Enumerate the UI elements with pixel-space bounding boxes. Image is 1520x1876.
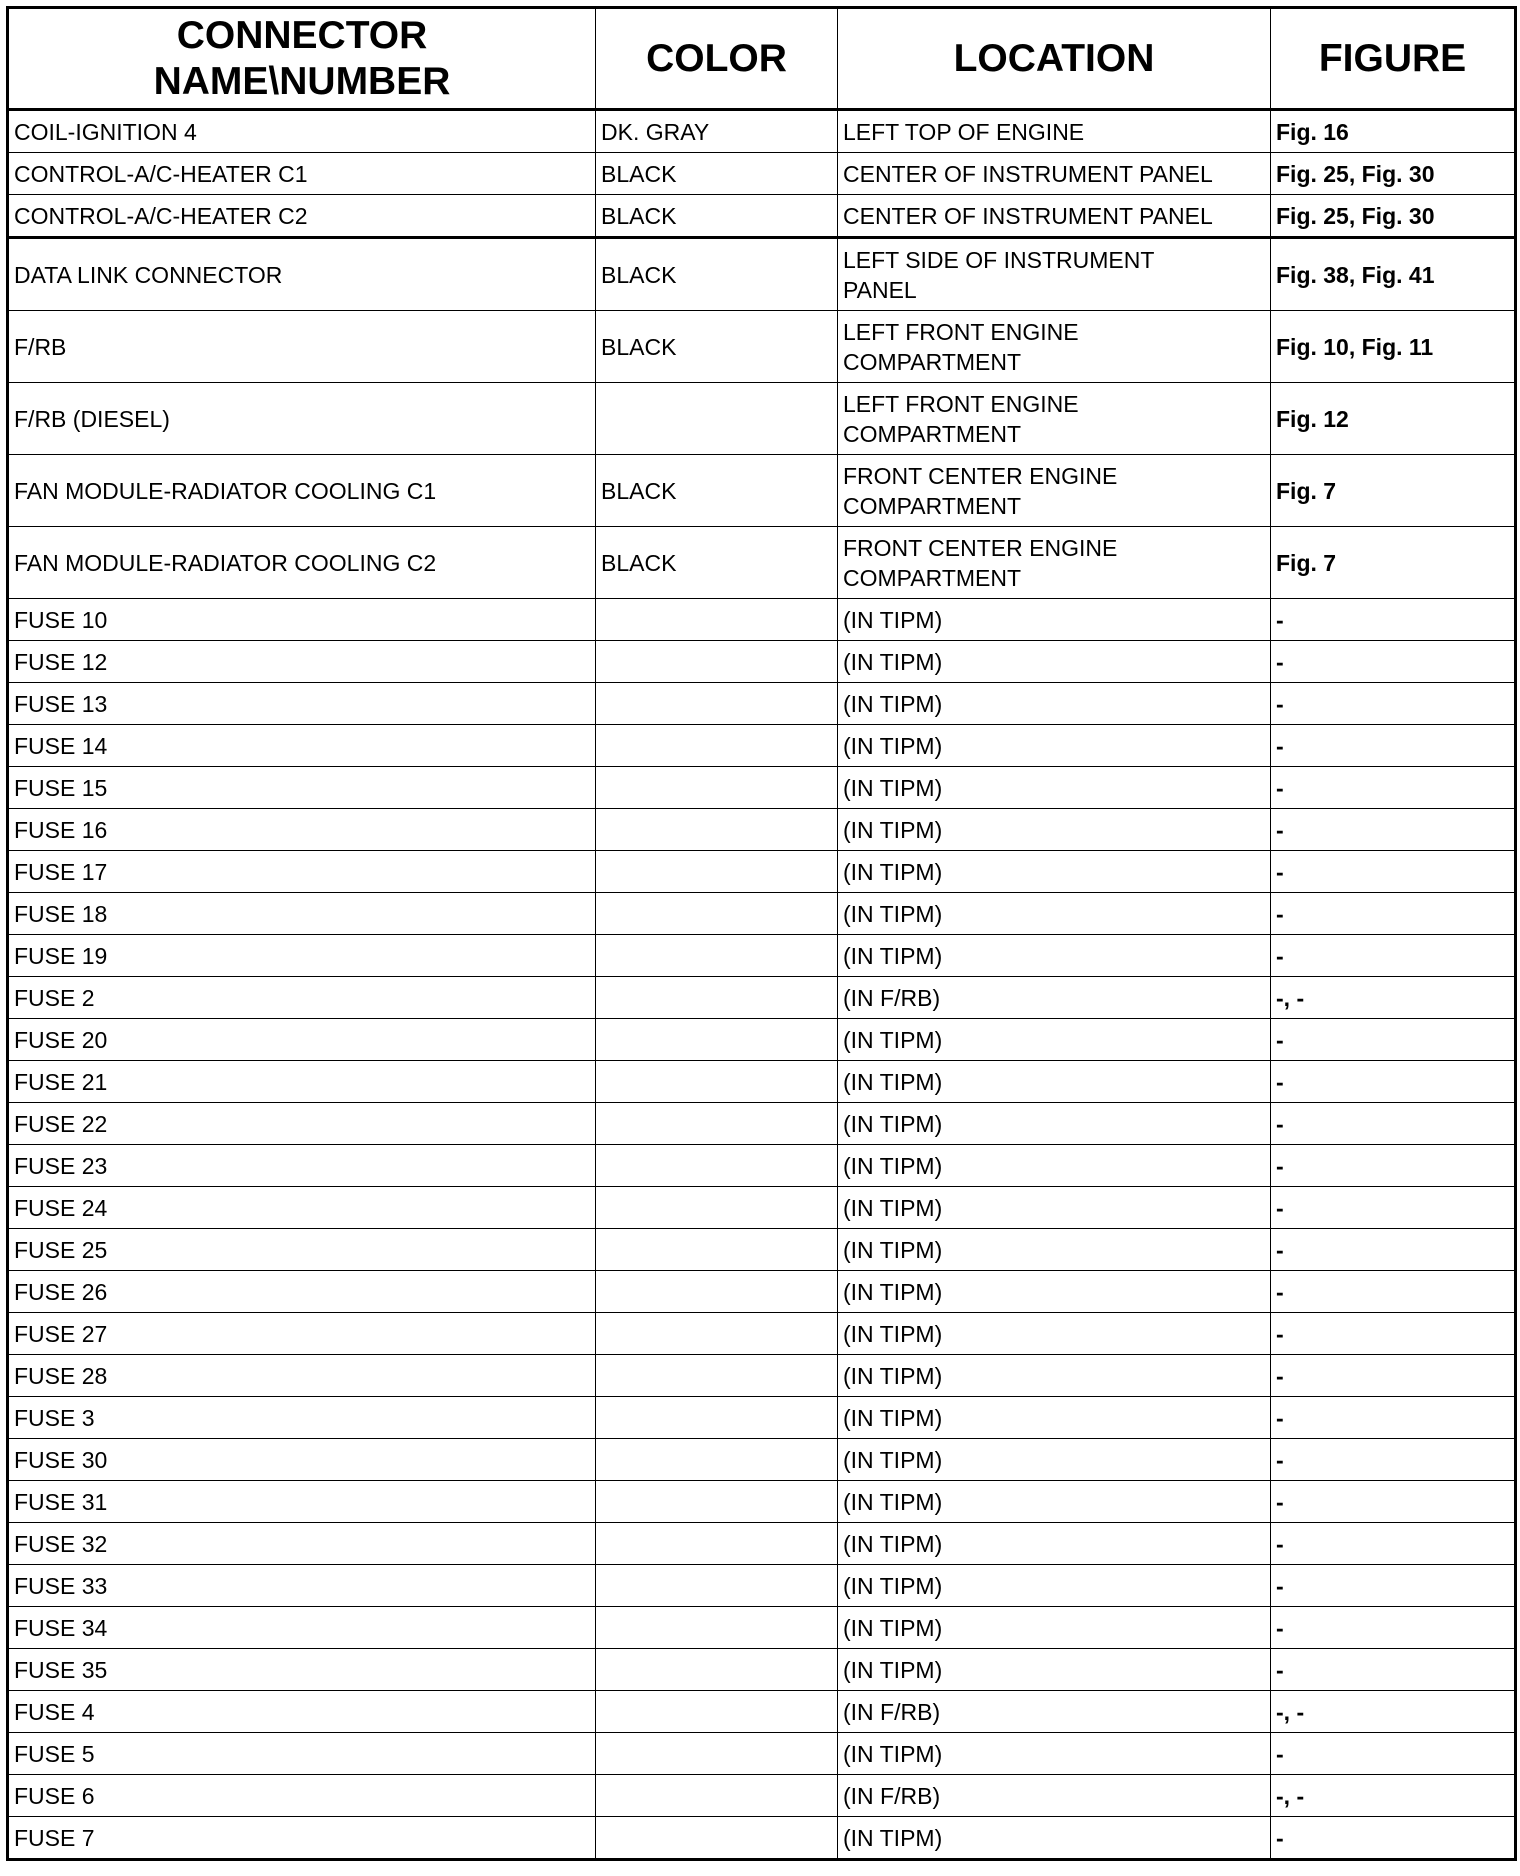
table-row (8, 153, 1516, 195)
figure-cell: - (1271, 1649, 1516, 1691)
location-cell: (IN TIPM) (838, 767, 1271, 809)
location-line: COMPARTMENT (843, 420, 1022, 447)
header-color: COLOR (596, 8, 838, 110)
color-cell (596, 1229, 838, 1271)
figure-cell: Fig. 38, Fig. 41 (1271, 238, 1516, 311)
color-cell (596, 1187, 838, 1229)
color-cell (596, 1397, 838, 1439)
figure-cell: - (1271, 1523, 1516, 1565)
figure-cell: Fig. 7 (1271, 455, 1516, 527)
table-row (8, 1775, 1516, 1817)
color-cell: DK. GRAY (596, 110, 838, 153)
color-cell (596, 1439, 838, 1481)
table-row (8, 1439, 1516, 1481)
figure-cell: - (1271, 935, 1516, 977)
table-row (8, 1649, 1516, 1691)
connector-name-cell: FUSE 33 (8, 1565, 596, 1607)
table-row (8, 1481, 1516, 1523)
connector-name-cell: FUSE 7 (8, 1817, 596, 1860)
connector-name-cell: FUSE 24 (8, 1187, 596, 1229)
location-cell: (IN TIPM) (838, 1817, 1271, 1860)
location-cell (838, 311, 1271, 383)
figure-cell: Fig. 7 (1271, 527, 1516, 599)
figure-cell: - (1271, 851, 1516, 893)
figure-cell: - (1271, 1313, 1516, 1355)
figure-cell: - (1271, 599, 1516, 641)
table-row (8, 110, 1516, 153)
table-row (8, 1355, 1516, 1397)
color-cell (596, 935, 838, 977)
figure-cell: - (1271, 725, 1516, 767)
table-row (8, 1061, 1516, 1103)
location-cell: (IN TIPM) (838, 725, 1271, 767)
table-row (8, 311, 1516, 383)
table-row (8, 1187, 1516, 1229)
table-row (8, 383, 1516, 455)
connector-name-cell: FUSE 20 (8, 1019, 596, 1061)
connector-name-cell: FUSE 30 (8, 1439, 596, 1481)
location-cell: (IN TIPM) (838, 1649, 1271, 1691)
connector-name-cell: FUSE 31 (8, 1481, 596, 1523)
figure-cell: - (1271, 1565, 1516, 1607)
color-cell (596, 1775, 838, 1817)
table-row (8, 238, 1516, 311)
table-row (8, 1019, 1516, 1061)
color-cell: BLACK (596, 455, 838, 527)
figure-cell: - (1271, 1229, 1516, 1271)
figure-cell: - (1271, 1607, 1516, 1649)
table-row (8, 683, 1516, 725)
location-cell: (IN TIPM) (838, 1187, 1271, 1229)
location-cell: (IN TIPM) (838, 1271, 1271, 1313)
connector-name-cell: FUSE 26 (8, 1271, 596, 1313)
figure-cell: - (1271, 1103, 1516, 1145)
location-cell: (IN TIPM) (838, 641, 1271, 683)
table-row (8, 935, 1516, 977)
location-cell: CENTER OF INSTRUMENT PANEL (838, 153, 1271, 195)
table-row (8, 1145, 1516, 1187)
connector-name-cell: FUSE 6 (8, 1775, 596, 1817)
location-cell (838, 455, 1271, 527)
figure-cell: -, - (1271, 977, 1516, 1019)
table-row (8, 767, 1516, 809)
table-row (8, 1229, 1516, 1271)
connector-name-cell: FUSE 18 (8, 893, 596, 935)
connector-name-cell: COIL-IGNITION 4 (8, 110, 596, 153)
table-row (8, 893, 1516, 935)
connector-name-cell: FUSE 3 (8, 1397, 596, 1439)
location-line: COMPARTMENT (843, 348, 1022, 375)
location-cell: (IN F/RB) (838, 1691, 1271, 1733)
header-line: CONNECTOR (176, 13, 428, 57)
connector-name-cell: FUSE 2 (8, 977, 596, 1019)
connector-name-cell: FUSE 19 (8, 935, 596, 977)
figure-cell: - (1271, 1187, 1516, 1229)
figure-cell: - (1271, 1061, 1516, 1103)
location-cell (838, 238, 1271, 311)
color-cell (596, 767, 838, 809)
connector-name-cell: F/RB (8, 311, 596, 383)
table-row (8, 1733, 1516, 1775)
connector-name-cell: FUSE 32 (8, 1523, 596, 1565)
location-cell: CENTER OF INSTRUMENT PANEL (838, 195, 1271, 238)
color-cell (596, 893, 838, 935)
connector-name-cell: FUSE 25 (8, 1229, 596, 1271)
color-cell (596, 599, 838, 641)
connector-name-cell: FUSE 15 (8, 767, 596, 809)
connector-name-cell: FUSE 4 (8, 1691, 596, 1733)
connector-name-cell: CONTROL-A/C-HEATER C1 (8, 153, 596, 195)
header-location: LOCATION (838, 8, 1271, 110)
figure-cell: - (1271, 809, 1516, 851)
color-cell (596, 809, 838, 851)
connector-name-cell: F/RB (DIESEL) (8, 383, 596, 455)
figure-cell: Fig. 25, Fig. 30 (1271, 153, 1516, 195)
location-line: LEFT SIDE OF INSTRUMENT (843, 246, 1155, 273)
location-cell: (IN F/RB) (838, 1775, 1271, 1817)
table-row (8, 1565, 1516, 1607)
connector-table (6, 6, 1517, 1861)
table-row (8, 195, 1516, 238)
location-cell: (IN TIPM) (838, 599, 1271, 641)
color-cell: BLACK (596, 195, 838, 238)
color-cell (596, 1523, 838, 1565)
location-cell (838, 383, 1271, 455)
connector-name-cell: FUSE 13 (8, 683, 596, 725)
color-cell (596, 1061, 838, 1103)
figure-cell: - (1271, 1397, 1516, 1439)
connector-name-cell: FUSE 10 (8, 599, 596, 641)
location-cell: (IN TIPM) (838, 1355, 1271, 1397)
figure-cell: - (1271, 1145, 1516, 1187)
color-cell (596, 641, 838, 683)
location-cell (838, 527, 1271, 599)
table-row (8, 977, 1516, 1019)
figure-cell: Fig. 16 (1271, 110, 1516, 153)
table-row (8, 1103, 1516, 1145)
table-row (8, 455, 1516, 527)
color-cell (596, 977, 838, 1019)
color-cell: BLACK (596, 311, 838, 383)
color-cell: BLACK (596, 238, 838, 311)
location-cell: (IN TIPM) (838, 809, 1271, 851)
location-cell: (IN TIPM) (838, 935, 1271, 977)
color-cell (596, 1817, 838, 1860)
figure-cell: - (1271, 641, 1516, 683)
figure-cell: - (1271, 1019, 1516, 1061)
location-line: FRONT CENTER ENGINE (843, 462, 1118, 489)
location-cell: (IN TIPM) (838, 851, 1271, 893)
color-cell: BLACK (596, 153, 838, 195)
location-cell: (IN TIPM) (838, 1439, 1271, 1481)
location-cell: (IN TIPM) (838, 1103, 1271, 1145)
header-connector-name (8, 8, 596, 110)
color-cell (596, 1019, 838, 1061)
figure-cell: - (1271, 1817, 1516, 1860)
connector-name-cell: FUSE 22 (8, 1103, 596, 1145)
location-cell: (IN F/RB) (838, 977, 1271, 1019)
location-cell: (IN TIPM) (838, 683, 1271, 725)
color-cell (596, 851, 838, 893)
connector-name-cell: FUSE 23 (8, 1145, 596, 1187)
figure-cell: - (1271, 1439, 1516, 1481)
location-cell: (IN TIPM) (838, 1019, 1271, 1061)
location-cell: (IN TIPM) (838, 1229, 1271, 1271)
table-row (8, 1817, 1516, 1860)
location-cell: (IN TIPM) (838, 1565, 1271, 1607)
location-cell: (IN TIPM) (838, 1607, 1271, 1649)
connector-name-cell: FUSE 16 (8, 809, 596, 851)
color-cell (596, 683, 838, 725)
figure-cell: - (1271, 683, 1516, 725)
table-row (8, 725, 1516, 767)
table-row (8, 1523, 1516, 1565)
color-cell (596, 1145, 838, 1187)
color-cell (596, 725, 838, 767)
color-cell (596, 1565, 838, 1607)
location-cell: (IN TIPM) (838, 1145, 1271, 1187)
table-body (8, 110, 1516, 1860)
color-cell (596, 1691, 838, 1733)
color-cell (596, 1271, 838, 1313)
figure-cell: -, - (1271, 1775, 1516, 1817)
figure-cell: - (1271, 1481, 1516, 1523)
connector-name-cell: FUSE 5 (8, 1733, 596, 1775)
figure-cell: - (1271, 1355, 1516, 1397)
figure-cell: Fig. 10, Fig. 11 (1271, 311, 1516, 383)
location-cell: (IN TIPM) (838, 1313, 1271, 1355)
color-cell (596, 1607, 838, 1649)
connector-name-cell: FAN MODULE-RADIATOR COOLING C1 (8, 455, 596, 527)
color-cell (596, 383, 838, 455)
connector-name-cell: FUSE 27 (8, 1313, 596, 1355)
location-cell: (IN TIPM) (838, 1397, 1271, 1439)
location-cell: (IN TIPM) (838, 1523, 1271, 1565)
location-line: PANEL (843, 276, 917, 303)
color-cell (596, 1103, 838, 1145)
color-cell (596, 1313, 838, 1355)
table-row (8, 527, 1516, 599)
connector-name-cell: FUSE 28 (8, 1355, 596, 1397)
color-cell: BLACK (596, 527, 838, 599)
header-figure: FIGURE (1271, 8, 1516, 110)
header-line: NAME\NUMBER (153, 59, 451, 103)
connector-name-cell: FUSE 35 (8, 1649, 596, 1691)
table-row (8, 599, 1516, 641)
location-line: LEFT FRONT ENGINE (843, 318, 1079, 345)
location-cell: (IN TIPM) (838, 1061, 1271, 1103)
location-cell: LEFT TOP OF ENGINE (838, 110, 1271, 153)
figure-cell: - (1271, 1271, 1516, 1313)
figure-cell: Fig. 25, Fig. 30 (1271, 195, 1516, 238)
location-cell: (IN TIPM) (838, 1481, 1271, 1523)
figure-cell: - (1271, 1733, 1516, 1775)
color-cell (596, 1733, 838, 1775)
location-line: COMPARTMENT (843, 564, 1022, 591)
figure-cell: -, - (1271, 1691, 1516, 1733)
connector-name-cell: CONTROL-A/C-HEATER C2 (8, 195, 596, 238)
table-row (8, 1271, 1516, 1313)
table-row (8, 1397, 1516, 1439)
color-cell (596, 1355, 838, 1397)
location-line: LEFT FRONT ENGINE (843, 390, 1079, 417)
table-row (8, 1607, 1516, 1649)
connector-name-cell: FUSE 21 (8, 1061, 596, 1103)
table-row (8, 641, 1516, 683)
connector-name-cell: DATA LINK CONNECTOR (8, 238, 596, 311)
color-cell (596, 1649, 838, 1691)
location-cell: (IN TIPM) (838, 1733, 1271, 1775)
location-line: COMPARTMENT (843, 492, 1022, 519)
connector-name-cell: FAN MODULE-RADIATOR COOLING C2 (8, 527, 596, 599)
figure-cell: - (1271, 767, 1516, 809)
table-row (8, 1691, 1516, 1733)
table-row (8, 851, 1516, 893)
location-line: FRONT CENTER ENGINE (843, 534, 1118, 561)
figure-cell: Fig. 12 (1271, 383, 1516, 455)
connector-name-cell: FUSE 14 (8, 725, 596, 767)
table-row (8, 809, 1516, 851)
connector-name-cell: FUSE 17 (8, 851, 596, 893)
color-cell (596, 1481, 838, 1523)
figure-cell: - (1271, 893, 1516, 935)
location-cell: (IN TIPM) (838, 893, 1271, 935)
table-row (8, 1313, 1516, 1355)
header-row (8, 8, 1516, 110)
connector-name-cell: FUSE 12 (8, 641, 596, 683)
connector-name-cell: FUSE 34 (8, 1607, 596, 1649)
